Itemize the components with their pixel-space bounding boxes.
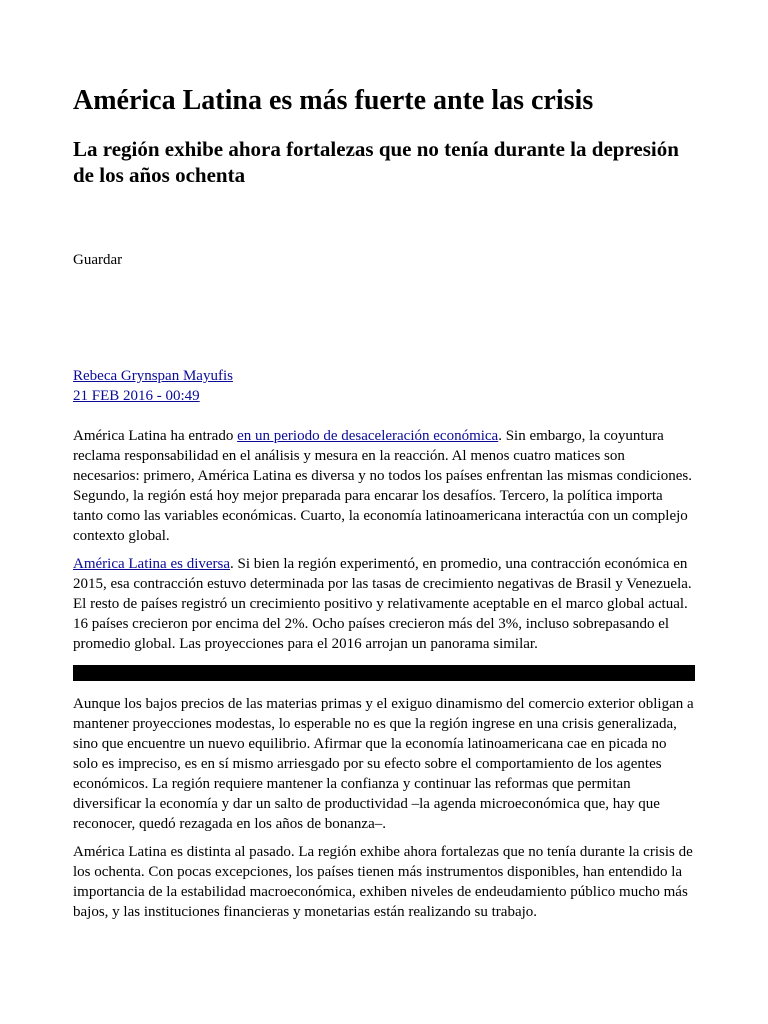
save-button[interactable]: Guardar [73, 252, 123, 268]
black-divider-bar [73, 665, 695, 681]
byline [73, 366, 233, 406]
paragraph-4: América Latina es distinta al pasado. La región exhibe ahora fortalezas que no tenía durante la crisis de los ochenta. Con pocas excepciones, los países tienen más instrumentos disponibles, han entendido la importancia de la estabilidad macroeconómica, exhiben niveles de endeudamiento público mucho más bajos, y las instituciones financieras y monetarias están realizando su trabajo. [73, 844, 693, 920]
article-body-bottom [73, 694, 695, 930]
date-link[interactable]: 21 FEB 2016 - 00:49 [73, 388, 200, 404]
article-body-top [73, 426, 695, 662]
deceleration-link[interactable]: en un periodo de desaceleración económica [237, 428, 499, 444]
paragraph-1 [73, 426, 695, 546]
article-subtitle: La región exhibe ahora fortalezas que no tenía durante la depresión de los años ochenta [73, 137, 679, 187]
diversity-link[interactable]: América Latina es diversa [73, 556, 231, 572]
paragraph-2-rest: . Si bien la región experimentó, en promedio, una contracción económica en 2015, esa contracción estuvo determinada por las tasas de crecimiento negativas de Brasil y Venezuela. El resto de países registró un crecimiento positivo y relativamente aceptable en el marco global actual. 16 países crecieron por encima del 2%. Ocho países crecieron más del 3%, incluso sobrepasando el promedio global. Las proyecciones para el 2016 arrojan un panorama similar. [73, 556, 692, 652]
paragraph-2 [73, 554, 695, 654]
author-link[interactable]: Rebeca Grynspan Mayufis [73, 368, 233, 384]
article-title: América Latina es más fuerte ante las crisis [73, 85, 594, 116]
paragraph-1-lead: América Latina ha entrado [73, 428, 238, 444]
paragraph-1-rest: . Sin embargo, la coyuntura reclama responsabilidad en el análisis y mesura en la reacción. Al menos cuatro matices son necesarios: primero, América Latina es diversa y no todos los países enfrentan las mismas condiciones. Segundo, la región está hoy mejor preparada para encarar los desafíos. Tercero, la política importa tanto como las variables económicas. Cuarto, la economía latinoamericana interactúa con un complejo contexto global. [73, 428, 692, 544]
paragraph-3: Aunque los bajos precios de las materias primas y el exiguo dinamismo del comercio exterior obligan a mantener proyecciones modestas, lo esperable no es que la región ingrese en una crisis generalizada, sino que encuentre un nuevo equilibrio. Afirmar que la economía latinoamericana cae en picada no solo es impreciso, es en sí mismo arriesgado por su efecto sobre el comportamiento de los agentes económicos. La región requiere mantener la confianza y continuar las reformas que permitan diversificar la economía y dar un salto de productividad –la agenda microeconómica que, hay que reconocer, quedó rezagada en los años de bonanza–. [73, 696, 694, 832]
